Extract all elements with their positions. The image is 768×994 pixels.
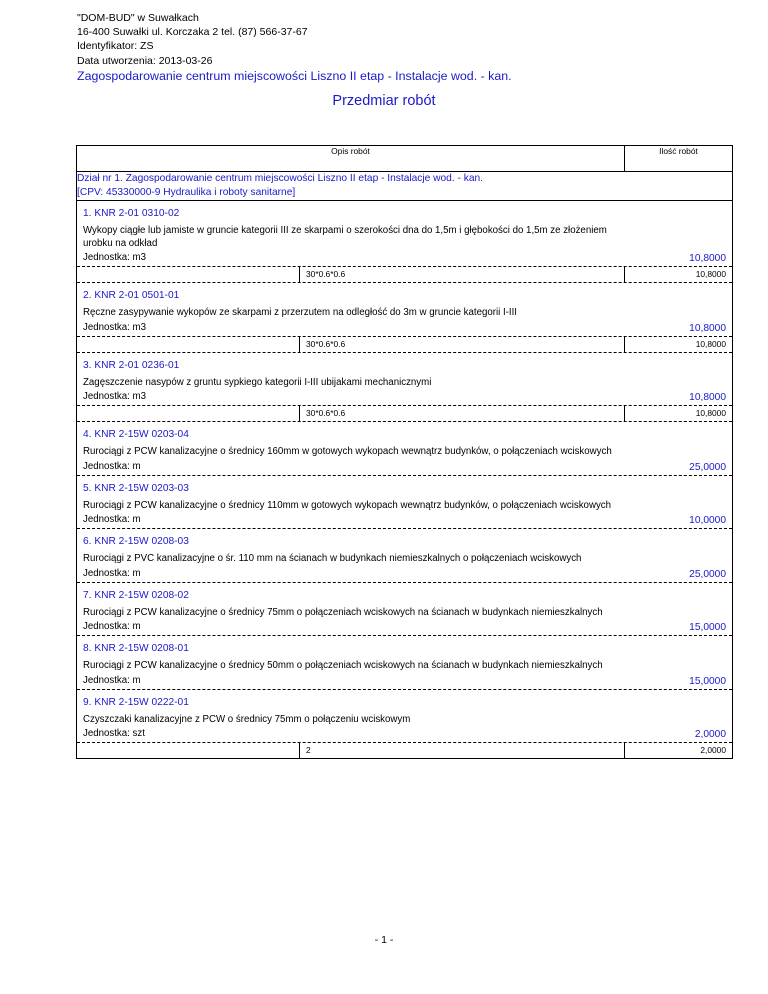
section-title: Dział nr 1. Zagospodarowanie centrum miejscowości Liszno II etap - Instalacje wod. - kan. [77, 173, 483, 184]
calc-spacer [77, 337, 300, 352]
item-code: 9. KNR 2-15W 0222-01 [83, 696, 189, 708]
item-unit-row [77, 389, 732, 406]
table-row [77, 636, 733, 690]
item-total: 10,8000 [689, 322, 726, 334]
table-row [77, 201, 733, 284]
item-cell [77, 422, 733, 476]
item-cell [77, 583, 733, 637]
item-block [77, 353, 732, 423]
items-body [77, 201, 733, 760]
identifier: Identyfikator: ZS [77, 40, 154, 53]
item-formula-value: 2,0000 [700, 745, 726, 755]
item-description: Rurociągi z PCW kanalizacyjne o średnicy 50mm o połączeniach wciskowych na ścianach w budynkach niemieszkalnych [83, 660, 603, 671]
item-unit: Jednostka: m [83, 514, 141, 525]
item-total: 2,0000 [694, 729, 726, 740]
item-unit: Jednostka: m3 [83, 252, 147, 263]
item-block [77, 636, 732, 690]
item-total: 10,0000 [689, 515, 726, 526]
item-description: Zagęszczenie nasypów z gruntu sypkiego kategorii I-III ubijakami mechanicznymi [83, 376, 432, 388]
project-title: Zagospodarowanie centrum miejscowości Liszno II etap - Instalacje wod. - kan. [77, 68, 512, 83]
item-code: 6. KNR 2-15W 0208-03 [83, 536, 189, 547]
item-unit: Jednostka: m [83, 674, 141, 686]
item-code: 2. KNR 2-01 0501-01 [83, 290, 180, 301]
item-formula: 30*0.6*0.6 [299, 267, 625, 282]
item-formula-value: 10,8000 [695, 408, 726, 418]
item-block [77, 476, 732, 530]
section-cell [77, 172, 733, 201]
item-description: Wykopy ciągłe lub jamiste w gruncie kategorii III ze skarpami o szerokości dna do 1,5m i głębokości do 1,5m ze złożeniem urobku na odkład [83, 225, 607, 249]
item-cell [77, 529, 733, 583]
item-block [77, 690, 732, 760]
item-total: 15,0000 [689, 675, 726, 687]
item-code: 5. KNR 2-15W 0203-03 [83, 482, 189, 494]
item-cell [77, 636, 733, 690]
item-code: 1. KNR 2-01 0310-02 [83, 208, 180, 219]
item-unit: Jednostka: m [83, 621, 141, 632]
item-block [77, 283, 732, 353]
item-unit-row [77, 726, 732, 743]
table-row [77, 353, 733, 423]
calc-spacer [77, 743, 300, 758]
document-header [77, 11, 512, 84]
item-calculation-row [77, 267, 732, 283]
table-row [77, 690, 733, 760]
item-unit: Jednostka: m [83, 567, 141, 579]
table-row [77, 583, 733, 637]
item-cell [77, 353, 733, 423]
company-name: "DOM-BUD" w Suwałkach [77, 12, 199, 24]
item-description: Czyszczaki kanalizacyjne z PCW o średnicy 75mm o połączeniu wciskowym [83, 713, 411, 725]
table-row [77, 283, 733, 353]
creation-date: Data utworzenia: 2013-03-26 [77, 54, 213, 67]
item-description: Rurociągi z PCW kanalizacyjne o średnicy 160mm w gotowych wykopach wewnątrz budynków, o połączeniach wciskowych [83, 446, 612, 457]
item-cell [77, 283, 733, 353]
document-title: Przedmiar robót [332, 93, 436, 109]
item-code: 7. KNR 2-15W 0208-02 [83, 589, 189, 601]
item-code: 8. KNR 2-15W 0208-01 [83, 643, 189, 654]
item-description: Rurociągi z PCW kanalizacyjne o średnicy 110mm w gotowych wykopach wewnątrz budynków, o połączeniach wciskowych [83, 499, 612, 511]
table-row [77, 476, 733, 530]
section-cpv: [CPV: 45330000-9 Hydraulika i roboty sanitarne] [77, 187, 296, 198]
item-calculation-row [77, 337, 732, 353]
page-number: - 1 - [374, 934, 394, 946]
item-block [77, 201, 732, 283]
item-description: Rurociągi z PVC kanalizacyjne o śr. 110 mm na ścianach w budynkach niemieszkalnych o połączeniach wciskowych [83, 553, 582, 564]
item-total: 15,0000 [689, 622, 726, 633]
item-unit-row [77, 459, 732, 476]
item-unit-row [77, 512, 732, 529]
item-unit-row [77, 250, 732, 267]
item-formula-value: 10,8000 [695, 338, 726, 349]
item-unit: Jednostka: m [83, 460, 141, 472]
item-formula: 30*0.6*0.6 [299, 337, 625, 352]
item-code: 4. KNR 2-15W 0203-04 [83, 429, 189, 440]
item-formula: 2 [299, 743, 625, 758]
table-row [77, 422, 733, 476]
section-row [77, 172, 733, 201]
item-unit: Jednostka: szt [83, 728, 145, 739]
item-block [77, 529, 732, 583]
item-formula-value: 10,8000 [695, 269, 726, 279]
item-block [77, 422, 732, 476]
item-block [77, 583, 732, 637]
item-calculation-row [77, 743, 732, 759]
item-calculation-row [77, 406, 732, 422]
item-formula: 30*0.6*0.6 [299, 406, 625, 421]
item-cell [77, 201, 733, 284]
item-unit-row [77, 673, 732, 690]
item-unit-row [77, 619, 732, 636]
item-unit-row [77, 320, 732, 337]
table-row [77, 529, 733, 583]
company-address: 16-400 Suwałki ul. Korczaka 2 tel. (87) 566-37-67 [77, 26, 308, 39]
column-header-quantity: Ilość robót [625, 146, 733, 172]
item-unit: Jednostka: m3 [83, 391, 147, 402]
table-header-row [77, 146, 733, 172]
item-cell [77, 476, 733, 530]
calc-spacer [77, 406, 300, 421]
item-code: 3. KNR 2-01 0236-01 [83, 359, 180, 371]
item-cell [77, 690, 733, 760]
item-unit-row [77, 566, 732, 583]
item-total: 25,0000 [689, 568, 726, 580]
item-total: 25,0000 [689, 461, 726, 473]
bill-of-quantities-table [76, 145, 733, 759]
item-unit: Jednostka: m3 [83, 321, 147, 333]
calc-spacer [77, 267, 300, 282]
column-header-description: Opis robót [77, 146, 625, 172]
item-description: Rurociągi z PCW kanalizacyjne o średnicy 75mm o połączeniach wciskowych na ścianach w budynkach niemieszkalnych [83, 606, 603, 618]
item-total: 10,8000 [689, 253, 726, 264]
item-total: 10,8000 [689, 392, 726, 403]
item-description: Ręczne zasypywanie wykopów ze skarpami z przerzutem na odległość do 3m w gruncie kategorii I-III [83, 307, 517, 318]
